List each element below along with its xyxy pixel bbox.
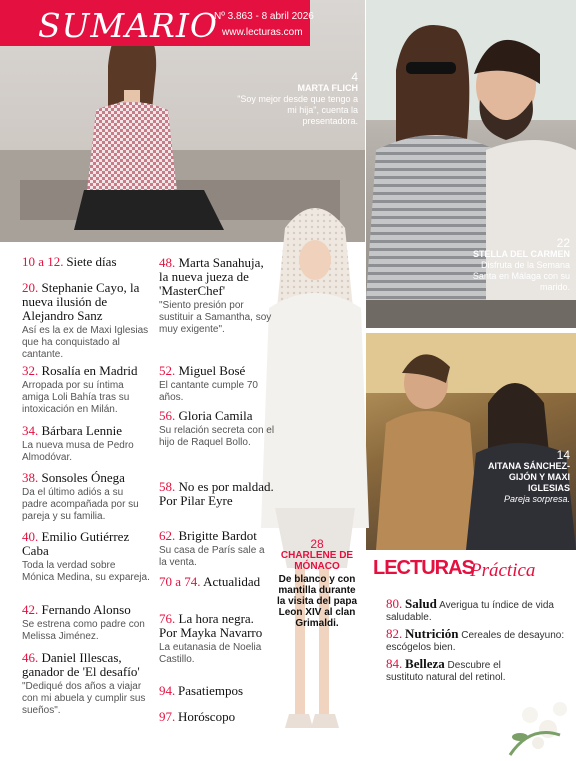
toc-desc: Así es la ex de Maxi Iglesias que ha conquistado al cantante.	[22, 325, 149, 360]
toc-title: Bárbara Lennie	[41, 423, 122, 438]
toc-title: Fernando Alonso	[41, 602, 131, 617]
toc-item[interactable]	[159, 575, 275, 589]
practica-item[interactable]	[386, 658, 526, 684]
toc-desc: El cantante cumple 70 años.	[159, 380, 258, 403]
caption-page: 4	[351, 70, 358, 84]
toc-title: Brigitte Bardot	[178, 528, 257, 543]
toc-title: Rosalía en Madrid	[41, 363, 138, 378]
toc-item[interactable]	[22, 471, 150, 523]
caption-aitana-maxi[interactable]	[478, 450, 570, 505]
toc-title: Gloria Camila	[178, 408, 253, 423]
toc-title: Horóscopo	[178, 709, 236, 724]
toc-page: 58.	[159, 479, 176, 494]
toc-page: 52.	[159, 363, 176, 378]
toc-item[interactable]	[159, 480, 275, 508]
caption-text: "Soy mejor desde que tengo a mi hija", cuenta la presentadora.	[237, 94, 358, 126]
toc-item[interactable]	[22, 603, 150, 643]
caption-charlene[interactable]	[276, 539, 358, 629]
caption-page: 14	[556, 448, 570, 462]
toc-desc: La eutanasia de Noelia Castillo.	[159, 642, 262, 665]
toc-item[interactable]	[22, 651, 150, 717]
toc-desc: "Siento presión por sustituir a Samantha, soy muy exigente".	[159, 300, 272, 335]
toc-desc: Su relación secreta con el hijo de Raquel Bollo.	[159, 425, 275, 448]
practica-title: Nutrición	[405, 626, 459, 641]
caption-marta-flich[interactable]	[230, 72, 358, 127]
practica-page: 84.	[386, 656, 403, 671]
toc-title: Sonsoles Ónega	[41, 470, 125, 485]
toc-desc: Arropada por su íntima amiga Loli Bahía tras su intoxicación en Milán.	[22, 380, 130, 415]
caption-text: Pareja sorpresa.	[503, 494, 570, 504]
issue-number: Nº 3.863 - 8 abril 2026	[214, 11, 314, 22]
practica-desc: Descubre el sustituto natural del retinol.	[386, 660, 506, 683]
caption-stella-del-carmen[interactable]	[470, 238, 570, 293]
toc-item[interactable]	[159, 685, 275, 699]
toc-page: 32.	[22, 363, 39, 378]
caption-text: Disfruta de la Semana Santa en Málaga con su marido.	[472, 260, 570, 292]
toc-page: 70 a 74.	[159, 574, 201, 589]
toc-title: La hora negra. Por Mayka Navarro	[159, 611, 263, 640]
website-link[interactable]: www.lecturas.com	[222, 27, 303, 38]
toc-title: Marta Sanahuja, la nueva jueza de 'MasterChef'	[159, 255, 264, 298]
jasmine-flowers-decoration	[500, 685, 576, 761]
practica-title: Belleza	[405, 656, 445, 671]
toc-desc: "Dediqué dos años a viajar con mi abuela y cumplir sus sueños".	[22, 681, 146, 716]
practica-title: Salud	[405, 596, 437, 611]
toc-item[interactable]	[159, 529, 275, 569]
toc-desc: Da el último adiós a su padre acompañada por su pareja y su familia.	[22, 487, 139, 522]
toc-page: 20.	[22, 280, 39, 295]
caption-name: MARTA FLICH	[297, 83, 358, 93]
toc-page: 94.	[159, 683, 176, 698]
toc-desc: La nueva musa de Pedro Almodóvar.	[22, 440, 134, 463]
toc-desc: Se estrena como padre con Melissa Jiménez.	[22, 619, 145, 642]
toc-title: No es por maldad. Por Pilar Eyre	[159, 479, 274, 508]
practica-item[interactable]	[386, 628, 571, 654]
toc-page: 56.	[159, 408, 176, 423]
caption-name: STELLA DEL CARMEN	[472, 249, 570, 259]
toc-item[interactable]	[22, 424, 150, 464]
toc-page: 42.	[22, 602, 39, 617]
toc-item[interactable]	[159, 409, 275, 449]
caption-name: CHARLENE DE MÓNACO	[280, 550, 354, 572]
lecturas-practica-logo: LECTURAS	[373, 557, 474, 579]
toc-item[interactable]	[159, 711, 275, 725]
aitana-maxi-photo	[366, 333, 576, 550]
practica-wordmark: Práctica	[470, 560, 536, 581]
practica-page: 82.	[386, 626, 403, 641]
caption-page: 22	[556, 236, 570, 250]
toc-item[interactable]	[159, 612, 275, 666]
toc-title: Pasatiempos	[178, 683, 244, 698]
caption-name: AITANA SÁNCHEZ-GIJÓN Y MAXI IGLESIAS	[488, 461, 570, 493]
toc-title: Emilio Gutiérrez Caba	[22, 529, 130, 558]
toc-page: 48.	[159, 255, 176, 270]
toc-page: 38.	[22, 470, 39, 485]
toc-item[interactable]	[22, 364, 150, 416]
toc-item[interactable]	[22, 256, 150, 270]
toc-page: 97.	[159, 709, 176, 724]
practica-desc: Averigua tu índice de vida saludable.	[386, 600, 554, 623]
toc-item[interactable]	[22, 281, 150, 361]
toc-item[interactable]	[159, 364, 275, 404]
toc-item[interactable]	[22, 530, 150, 584]
toc-page: 62.	[159, 528, 176, 543]
toc-title: Siete días	[66, 254, 117, 269]
toc-page: 46.	[22, 650, 39, 665]
caption-text: De blanco y con mantilla durante la visita del papa Leon XIV al clan Grimaldi.	[276, 574, 358, 629]
toc-title: Actualidad	[203, 574, 261, 589]
practica-page: 80.	[386, 596, 403, 611]
sumario-logo: SUMARIO	[38, 6, 218, 45]
toc-title: Stephanie Cayo, la nueva ilusión de Alejandro Sanz	[22, 280, 140, 323]
toc-page: 10 a 12.	[22, 254, 64, 269]
toc-title: Daniel Illescas, ganador de 'El desafío'	[22, 650, 140, 679]
toc-desc: Su casa de París sale a la venta.	[159, 545, 265, 568]
practica-desc: Cereales de desayuno: escógelos bien.	[386, 630, 565, 653]
toc-title: Miguel Bosé	[178, 363, 246, 378]
caption-page: 28	[310, 537, 324, 551]
toc-page: 40.	[22, 529, 39, 544]
practica-item[interactable]	[386, 598, 571, 624]
toc-page: 34.	[22, 423, 39, 438]
toc-item[interactable]	[159, 256, 275, 336]
toc-desc: Toda la verdad sobre Mónica Medina, su expareja.	[22, 560, 150, 583]
toc-page: 76.	[159, 611, 176, 626]
